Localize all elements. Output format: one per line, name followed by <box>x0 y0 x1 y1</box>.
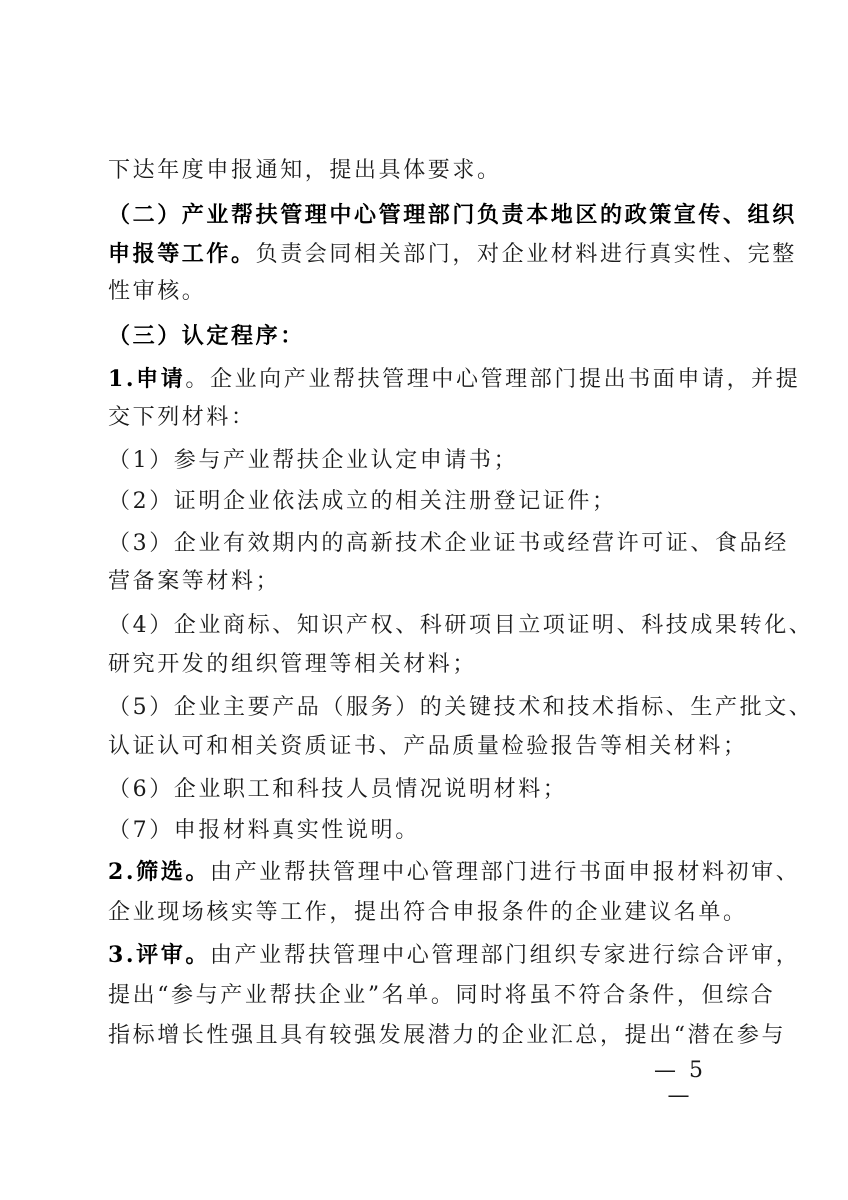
text-line-21: 提出“参与产业帮扶企业”名单。同时将虽不符合条件，但综合 <box>108 983 776 1008</box>
list-item-5-cont: 认证认可和相关资质证书、产品质量检验报告等相关材料； <box>108 734 748 759</box>
section-heading-2: （二）产业帮扶管理中心管理部门负责本地区的政策宣传、组织 <box>108 202 797 228</box>
list-item-2: （2）证明企业依法成立的相关注册登记证件； <box>108 489 617 514</box>
text-line-6: 1.申请。企业向产业帮扶管理中心管理部门提出书面申请，并提 <box>108 366 801 392</box>
list-item-4: （4）企业商标、知识产权、科研项目立项证明、科技成果转化、 <box>108 613 814 638</box>
list-item-6: （6）企业职工和科技人员情况说明材料； <box>108 777 568 802</box>
text-line-22: 指标增长性强且具有较强发展潜力的企业汇总，提出“潜在参与 <box>108 1023 787 1048</box>
list-item-1: （1）参与产业帮扶企业认定申请书； <box>108 448 519 473</box>
text-line-4: 性审核。 <box>108 279 207 304</box>
text-line-3: 申报等工作。负责会同相关部门，对企业材料进行真实性、完整 <box>108 241 797 267</box>
list-item-4-cont: 研究开发的组织管理等相关材料； <box>108 652 478 677</box>
section-heading-3: （三）认定程序： <box>108 323 305 349</box>
text-line-18: 2.筛选。由产业帮扶管理中心管理部门进行书面申报材料初审、 <box>108 859 801 885</box>
list-item-3-cont: 营备案等材料； <box>108 569 281 594</box>
list-item-5: （5）企业主要产品（服务）的关键技术和技术指标、生产批文、 <box>108 695 814 720</box>
list-item-3: （3）企业有效期内的高新技术企业证书或经营许可证、食品经 <box>108 531 789 556</box>
text-line-1: 下达年度申报通知，提出具体要求。 <box>108 158 502 183</box>
text-line-19: 企业现场核实等工作，提出符合申报条件的企业建议名单。 <box>108 900 748 925</box>
text-line-7: 交下列材料： <box>108 405 256 430</box>
text-line-20: 3.评审。由产业帮扶管理中心管理部门组织专家进行综合评审， <box>108 942 801 968</box>
list-item-7: （7）申报材料真实性说明。 <box>108 818 420 843</box>
page-number: — 5 — <box>654 1058 706 1108</box>
